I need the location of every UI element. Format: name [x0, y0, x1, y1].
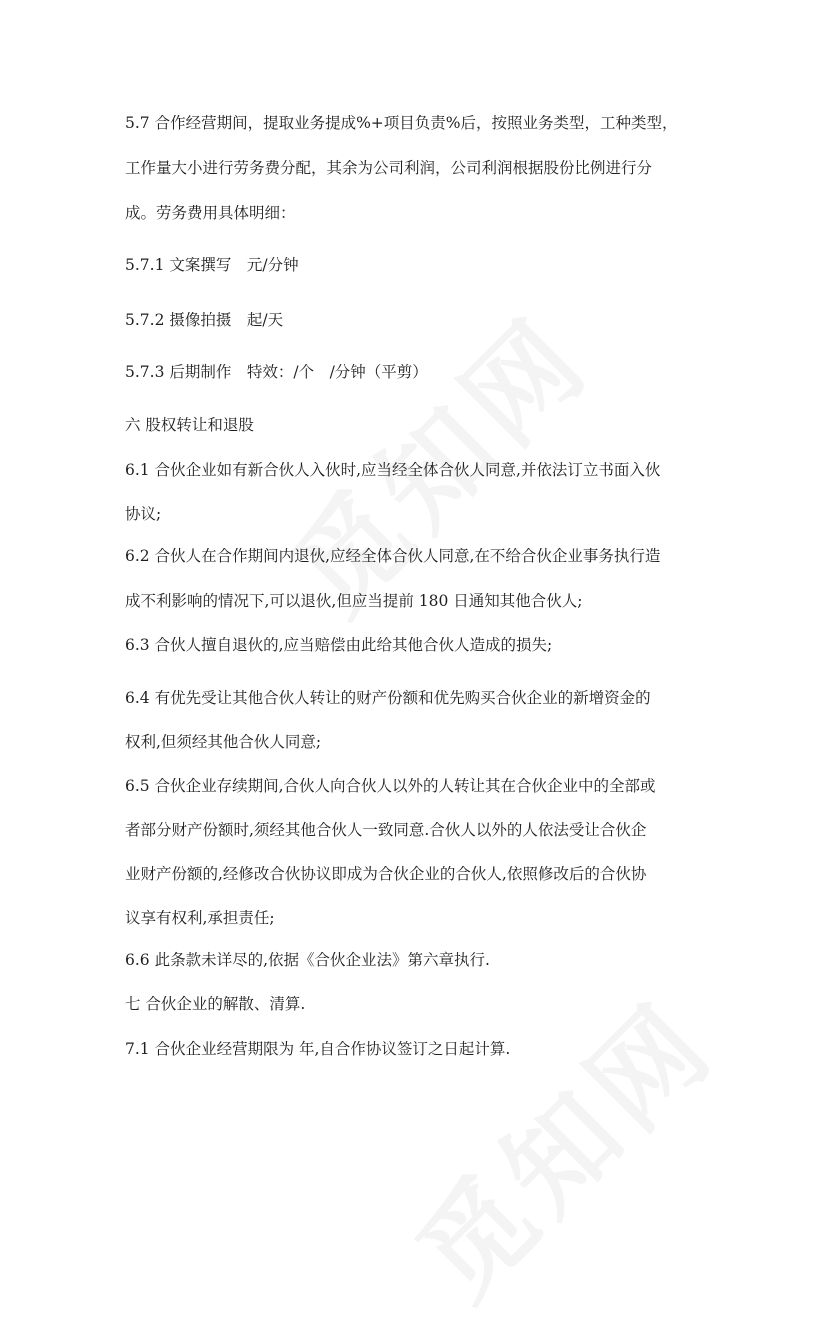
clause-5-7-1: 5.7.1 文案撰写 元/分钟 — [125, 256, 299, 274]
clause-5-7-line-2: 工作量大小进行劳务费分配，其余为公司利润，公司利润根据股份比例进行分 — [125, 159, 653, 177]
clause-7-1: 7.1 合伙企业经营期限为 年,自合作协议签订之日起计算. — [125, 1040, 511, 1058]
clause-6-2-line-2: 成不利影响的情况下,可以退伙,但应当提前 180 日通知其他合伙人; — [125, 592, 583, 610]
clause-6-4-line-2: 权利,但须经其他合伙人同意; — [125, 733, 322, 751]
clause-6-5-line-3: 业财产份额的,经修改合伙协议即成为合伙企业的合伙人,依照修改后的合伙协 — [125, 865, 647, 883]
section-heading-7: 七 合伙企业的解散、清算. — [125, 995, 306, 1013]
clause-6-4-line-1: 6.4 有优先受让其他合伙人转让的财产份额和优先购买合伙企业的新增资金的 — [125, 689, 651, 707]
clause-5-7-3: 5.7.3 后期制作 特效：/个 /分钟（平剪） — [125, 363, 428, 381]
clause-6-5-line-2: 者部分财产份额时,须经其他合伙人一致同意.合伙人以外的人依法受让合伙企 — [125, 821, 647, 839]
clause-6-5-line-4: 议享有权利,承担责任; — [125, 909, 275, 927]
clause-5-7-line-3: 成。劳务费用具体明细： — [125, 204, 296, 222]
clause-6-6: 6.6 此条款未详尽的,依据《合伙企业法》第六章执行. — [125, 951, 490, 969]
clause-6-1-line-2: 协议; — [125, 505, 162, 523]
watermark — [377, 961, 743, 1327]
clause-6-5-line-1: 6.5 合伙企业存续期间,合伙人向合伙人以外的人转让其在合伙企业中的全部或 — [125, 777, 656, 795]
watermark — [252, 276, 618, 642]
clause-6-1-line-1: 6.1 合伙企业如有新合伙人入伙时,应当经全体合伙人同意,并依法订立书面入伙 — [125, 461, 661, 479]
clause-6-3: 6.3 合伙人擅自退伙的,应当赔偿由此给其他合伙人造成的损失; — [125, 636, 553, 654]
clause-5-7-2: 5.7.2 摄像拍摄 起/天 — [125, 311, 284, 329]
section-heading-6: 六 股权转让和退股 — [125, 416, 254, 434]
clause-5-7-line-1: 5.7 合作经营期间，提取业务提成%+项目负责%后，按照业务类型，工种类型， — [125, 114, 678, 132]
clause-6-2-line-1: 6.2 合伙人在合作期间内退伙,应经全体合伙人同意,在不给合伙企业事务执行造 — [125, 547, 661, 565]
